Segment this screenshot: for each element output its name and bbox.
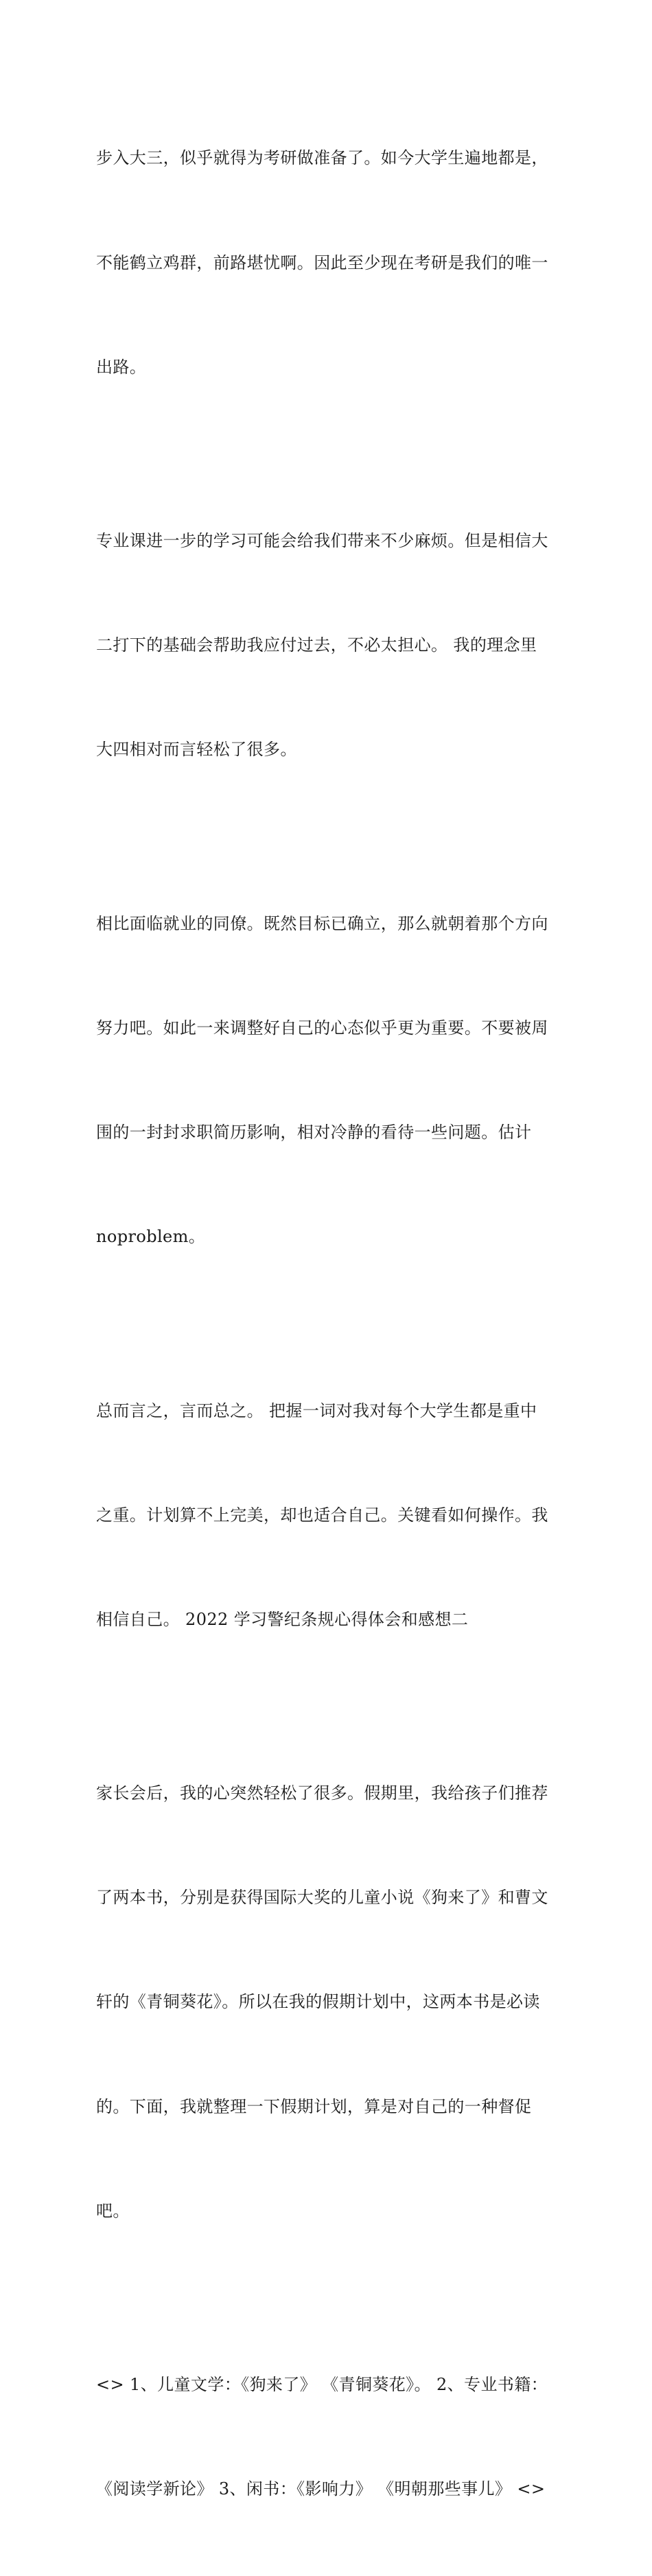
text-line: 不能鹤立鸡群，前路堪忧啊。因此至少现在考研是我们的唯一: [96, 253, 548, 272]
text-line: 相比面临就业的同僚。既然目标已确立，那么就朝着那个方向: [96, 913, 548, 933]
text-line: 了两本书，分别是获得国际大奖的儿童小说《狗来了》和曹文: [96, 1888, 548, 1908]
text-line: 围的一封封求职简历影响，相对冷静的看待一些问题。估计: [96, 1122, 532, 1142]
text-line: 家长会后，我的心突然轻松了很多。假期里，我给孩子们推荐: [96, 1783, 548, 1803]
document-body: [96, 71, 570, 2576]
paragraph-1: [96, 71, 570, 454]
text-line: 大四相对而言轻松了很多。: [96, 740, 297, 760]
text-line: 之重。计划算不上完美，却也适合自己。关键看如何操作。我: [96, 1505, 548, 1525]
text-line: 步入大三，似乎就得为考研做准备了。如今大学生遍地都是，: [96, 148, 548, 168]
text-line: 相信自己。 2022 学习警纪条规心得体会和感想二: [96, 1609, 469, 1629]
paragraph-5: [96, 1707, 570, 2298]
text-line: <> 1、儿童文学：《狗来了》 《青铜葵花》。 2、专业书籍：: [96, 2375, 548, 2395]
text-line: 专业课进一步的学习可能会给我们带来不少麻烦。但是相信大: [96, 531, 548, 551]
text-line: 二打下的基础会帮助我应付过去，不必太担心。 我的理念里: [96, 635, 537, 655]
text-line: 轩的《青铜葵花》。所以在我的假期计划中，这两本书是必读: [96, 1992, 540, 2012]
text-line: 的。下面，我就整理一下假期计划，算是对自己的一种督促: [96, 2096, 532, 2116]
paragraph-4: [96, 1324, 570, 1707]
text-line: 努力吧。如此一来调整好自己的心态似乎更为重要。不要被周: [96, 1018, 548, 1038]
text-line: 《阅读学新论》 3、闲书：《影响力》 《明朝那些事儿》 <>: [96, 2479, 546, 2499]
text-line: 出路。: [96, 357, 147, 377]
paragraph-3: [96, 836, 570, 1324]
paragraph-6: [96, 2298, 570, 2576]
text-line: 吧。: [96, 2201, 130, 2221]
text-line: noproblem。: [96, 1227, 206, 1247]
paragraph-2: [96, 454, 570, 837]
text-line: 总而言之，言而总之。 把握一词对我对每个大学生都是重中: [96, 1401, 537, 1420]
